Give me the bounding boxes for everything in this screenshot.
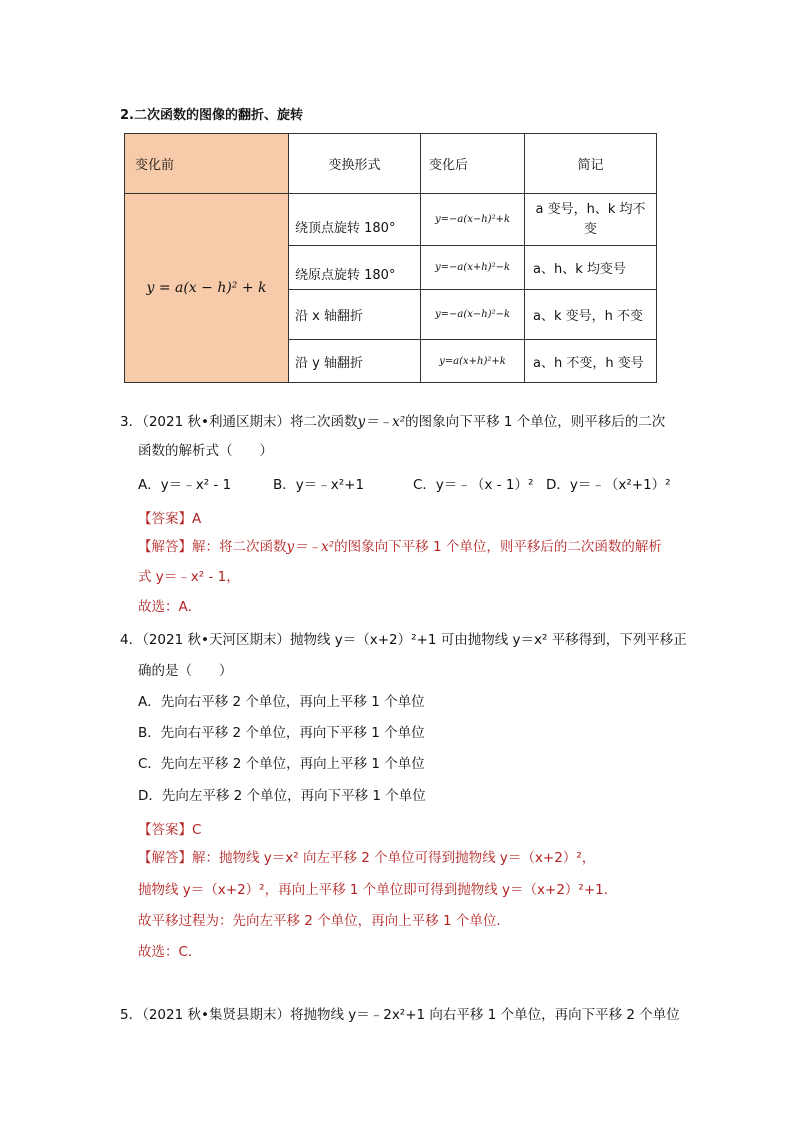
row-form: 沿 x 轴翻折 [289, 290, 421, 340]
row-after: y=−a(x−h)²+k [421, 194, 525, 246]
q5-stem-line1: 5．（2021 秋•集贤县期末）将抛物线 y＝﹣2x²+1 向右平移 1 个单位，再向下平移 2 个单位 [120, 1007, 680, 1023]
row-form: 沿 y 轴翻折 [289, 340, 421, 383]
q4-option-d: D．先向左平移 2 个单位，再向下平移 1 个单位 [138, 788, 426, 804]
q3-option-b: B．y＝﹣x²+1 [273, 477, 365, 493]
row-form: 绕顶点旋转 180° [289, 194, 421, 246]
q3-conclusion: 故选：A． [138, 599, 202, 615]
row-after: y=−a(x+h)²−k [421, 246, 525, 290]
q3-option-a: A．y＝﹣x² - 1 [138, 477, 232, 493]
q3-option-c: C．y＝﹣（x - 1）² [413, 477, 534, 493]
q4-stem-line1: 4．（2021 秋•天河区期末）抛物线 y＝（x+2）²+1 可由抛物线 y＝x² 平移得到，下列平移正 [120, 632, 687, 648]
q4-conclusion: 故选：C． [138, 944, 202, 960]
table-header-row [125, 134, 657, 194]
row-note: a、h 不变，h 变号 [525, 340, 657, 383]
row-after: y=a(x+h)²+k [421, 340, 525, 383]
table-row [125, 194, 657, 246]
q3-solution-line2: 式 y＝﹣x² - 1， [138, 569, 240, 585]
row-after: y=−a(x−h)²−k [421, 290, 525, 340]
q4-option-c: C．先向左平移 2 个单位，再向上平移 1 个单位 [138, 756, 425, 772]
q4-option-a: A．先向右平移 2 个单位，再向上平移 1 个单位 [138, 694, 425, 710]
header-before: 变化前 [125, 134, 289, 194]
row-note: a 变号，h、k 均不变 [525, 194, 657, 246]
q4-solution-line1: 【解答】解：抛物线 y＝x² 向左平移 2 个单位可得到抛物线 y＝（x+2）²， [138, 850, 596, 866]
q3-option-d: D．y＝﹣（x²+1）² [546, 477, 671, 493]
q4-solution-line3: 故平移过程为：先向左平移 2 个单位，再向上平移 1 个单位． [138, 913, 510, 929]
row-note: a、h、k 均变号 [525, 246, 657, 290]
q3-stem-line1: 3．（2021 秋•利通区期末）将二次函数y＝﹣x²的图象向下平移 1 个单位，则平移后的二次 [120, 414, 666, 430]
q3-answer: 【答案】A [138, 511, 202, 527]
q4-option-b: B．先向右平移 2 个单位，再向下平移 1 个单位 [138, 725, 425, 741]
q3-solution-line1: 【解答】解：将二次函数y＝﹣x²的图象向下平移 1 个单位，则平移后的二次函数的解析 [138, 539, 662, 555]
transform-table [124, 133, 657, 383]
q4-stem-line2: 确的是（ ） [138, 663, 233, 679]
section-title: 2.二次函数的图像的翻折、旋转 [120, 108, 303, 123]
row-note: a、k 变号，h 不变 [525, 290, 657, 340]
before-formula: y = a(x − h)² + k [125, 194, 289, 383]
q4-answer: 【答案】C [138, 822, 202, 838]
header-after: 变化后 [421, 134, 525, 194]
q4-solution-line2: 抛物线 y＝（x+2）²，再向上平移 1 个单位即可得到抛物线 y＝（x+2）²+1． [138, 882, 618, 898]
row-form: 绕原点旋转 180° [289, 246, 421, 290]
header-note: 简记 [525, 134, 657, 194]
q3-stem-line2: 函数的解析式（ ） [138, 443, 273, 459]
header-form: 变换形式 [289, 134, 421, 194]
